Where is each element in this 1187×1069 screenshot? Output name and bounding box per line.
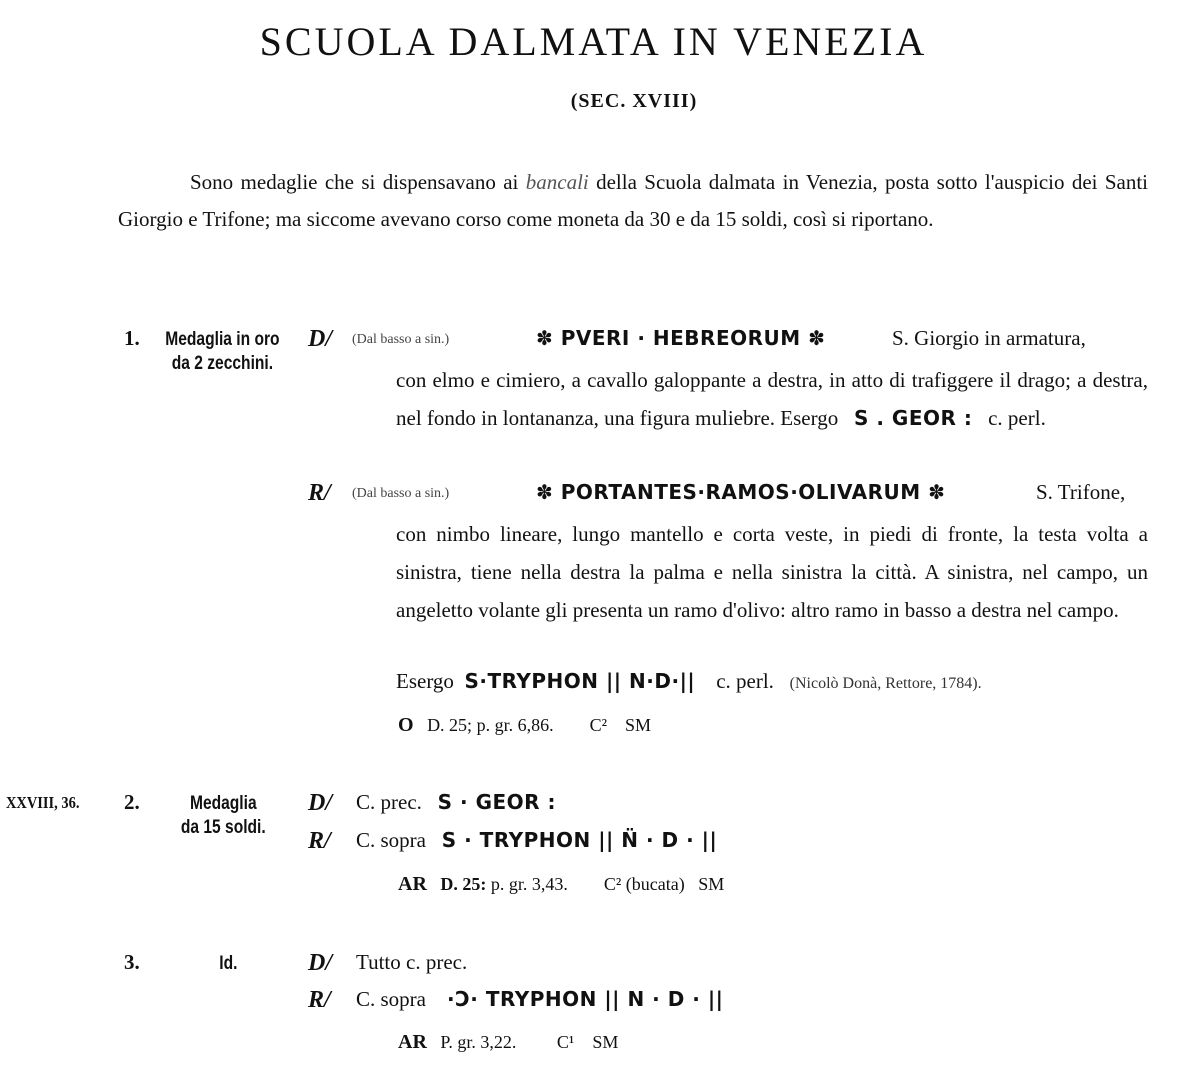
item-2-obverse-line <box>356 790 556 815</box>
reverse-legend-text: PORTANTES·RAMOS·OLIVARUM <box>560 480 921 504</box>
item-3-obverse-mark: D/ <box>308 950 332 976</box>
item-1-reverse-desc-start: S. Trifone, <box>1036 480 1126 504</box>
page-subtitle: (SEC. XVIII) <box>570 90 698 112</box>
item-1-obverse-mark: D/ <box>308 326 332 352</box>
obverse-text: C. prec. <box>356 790 422 814</box>
reverse-text: C. sopra <box>356 828 426 852</box>
exergue-legend: S·TRYPHON || N·D·|| <box>464 669 696 693</box>
item-1-title <box>156 328 289 376</box>
rarity: C² <box>589 715 607 735</box>
rosette-icon: ✽ <box>536 480 554 504</box>
item-1-obverse-legend <box>536 326 825 350</box>
item-2-title <box>170 792 277 840</box>
item-3-reverse-line <box>356 987 723 1012</box>
weight: p. gr. 6,86. <box>476 715 554 735</box>
reverse-text: C. sopra <box>356 987 426 1011</box>
item-3-title <box>212 952 245 976</box>
item-1-reverse-direction: (Dal basso a sin.) <box>352 486 450 501</box>
rector-note: (Nicolò Donà, Rettore, 1784). <box>789 675 982 692</box>
item-1-title-line2: da 2 zecchini. <box>171 353 274 374</box>
intro-text-2: della Scuola dalmata in Venezia, posta sotto l'auspicio dei Santi Giorgio e Trifone; ma siccome avevano corso come moneta da 30 e da 15 soldi, così si riportano. <box>118 170 1149 231</box>
collection: SM <box>698 874 725 894</box>
item-1-reverse-legend <box>536 480 945 504</box>
item-2-specs <box>398 873 724 896</box>
metal-mark: O <box>398 714 414 736</box>
exergue-legend: S . GEOR : <box>853 406 973 430</box>
obverse-legend: S · GEOR : <box>437 790 557 814</box>
item-3-specs <box>398 1031 618 1054</box>
item-3-obverse-line <box>356 950 467 975</box>
item-1-reverse-desc <box>396 515 1148 629</box>
item-2-obverse-mark: D/ <box>308 790 332 816</box>
reverse-desc-text: con nimbo lineare, lungo mantello e corta veste, in piedi di fronte, la testa volta a sinistra, tiene nella destra la palma e nella sinistra la città. A sinistra, nel campo, un angeletto volante gli presenta un ramo d'olivo: altro ramo in basso a destra nel campo. <box>396 522 1148 622</box>
diameter: D. 25: <box>440 874 487 894</box>
metal-mark: AR <box>398 1031 427 1053</box>
item-3-number: 3. <box>124 950 140 974</box>
page-title: SCUOLA DALMATA IN VENEZIA <box>259 19 928 64</box>
exergue-label: Esergo <box>396 669 454 693</box>
item-3-reverse-mark: R/ <box>308 987 331 1013</box>
metal-mark: AR <box>398 873 427 895</box>
item-1-obverse-desc <box>396 361 1148 437</box>
item-1-reverse-mark: R/ <box>308 480 331 506</box>
item-2-title-line2: da 15 soldi. <box>180 817 266 838</box>
item-2-reverse-line <box>356 828 717 853</box>
item-2-number: 2. <box>124 790 140 814</box>
collection: SM <box>592 1032 619 1052</box>
obverse-text: Tutto c. prec. <box>356 950 468 974</box>
rarity: C¹ <box>556 1032 575 1052</box>
weight: p. gr. 3,43. <box>490 874 568 894</box>
reverse-legend: S · TRYPHON || N̈ · D · || <box>441 828 718 852</box>
collection: SM <box>624 715 651 735</box>
item-1-reverse-exergue-line <box>396 669 982 694</box>
rosette-icon: ✽ <box>808 326 826 350</box>
weight: P. gr. 3,22. <box>440 1032 517 1052</box>
item-1-specs <box>398 714 651 737</box>
obverse-legend-text: PVERI · HEBREORUM <box>560 326 801 350</box>
border-text: c. perl. <box>988 406 1046 430</box>
rosette-icon: ✽ <box>536 326 554 350</box>
border-text: c. perl. <box>716 669 774 693</box>
item-1-obverse-direction: (Dal basso a sin.) <box>352 332 450 347</box>
intro-paragraph <box>118 164 1148 238</box>
item-3-title-line1: Id. <box>219 953 238 974</box>
item-2-reverse-mark: R/ <box>308 828 331 854</box>
obverse-desc-text: con elmo e cimiero, a cavallo galoppante a destra, in atto di trafiggere il drago; a destra, nel fondo in lontananza, una figura muliebre. <box>396 368 1148 430</box>
intro-italic: bancali <box>525 170 589 194</box>
diameter: D. 25; <box>427 715 473 735</box>
item-2-reference: XXVIII, 36. <box>6 793 80 812</box>
reverse-legend: ·Ɔ· TRYPHON || N · D · || <box>447 987 724 1011</box>
item-1-obverse-desc-start: S. Giorgio in armatura, <box>892 326 1086 350</box>
intro-text-1: Sono medaglie che si dispensavano ai <box>190 170 526 194</box>
item-2-title-line1: Medaglia <box>189 793 257 814</box>
rarity: C² (bucata) <box>603 874 685 894</box>
exergue-label: Esergo <box>780 406 839 430</box>
item-1-number: 1. <box>124 326 140 350</box>
item-1-title-line1: Medaglia in oro <box>165 329 280 350</box>
rosette-icon: ✽ <box>928 480 946 504</box>
